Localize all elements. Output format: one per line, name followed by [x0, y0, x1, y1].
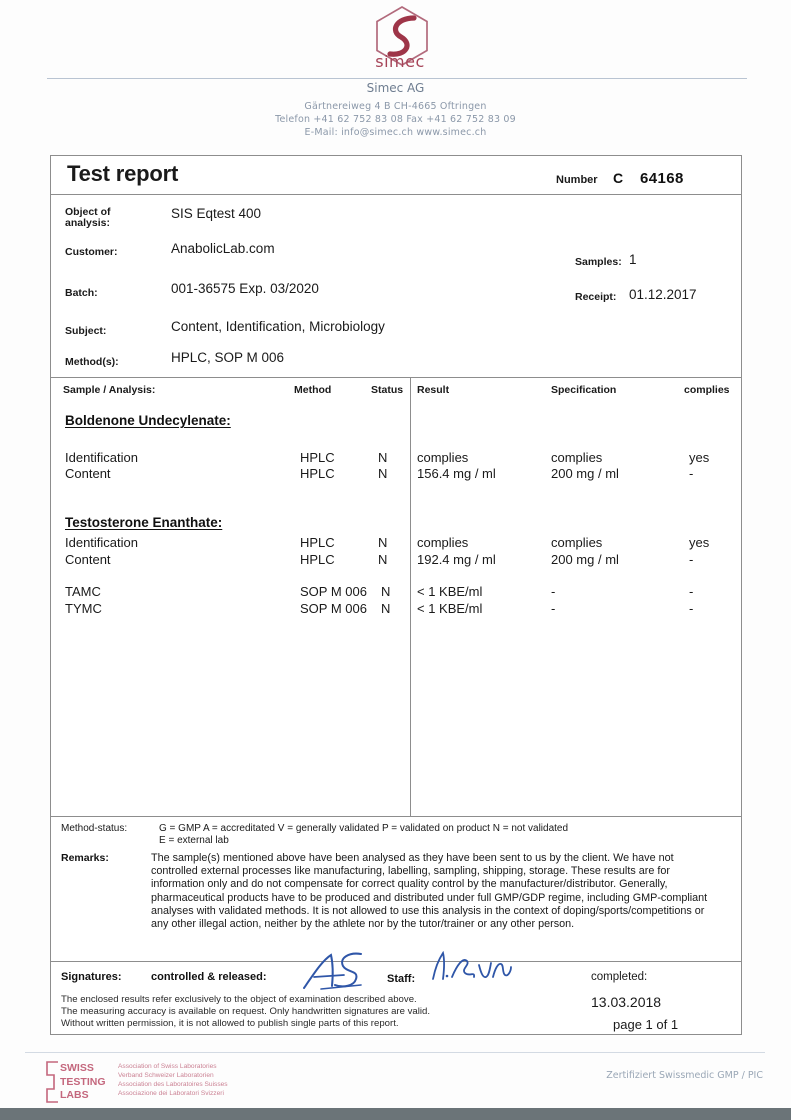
row-boldenone-identification-method: HPLC: [300, 450, 335, 465]
object-of-analysis-label-line2: analysis:: [65, 217, 110, 229]
batch-label: Batch:: [65, 287, 98, 299]
customer-label: Customer:: [65, 246, 118, 258]
customer-value: AnabolicLab.com: [171, 241, 275, 256]
company-address: Gärtnereiweg 4 B CH-4665 Oftringen: [304, 101, 487, 112]
method-status-line1: G = GMP A = accreditated V = generally validated P = validated on product N = not validated: [159, 823, 569, 834]
th-sample-analysis: Sample / Analysis:: [63, 384, 156, 396]
th-method: Method: [294, 384, 332, 396]
th-status: Status: [371, 384, 404, 396]
controlled-released-label: controlled & released:: [151, 971, 267, 983]
remarks-bottom-divider: [51, 961, 741, 962]
letterhead: [0, 0, 791, 145]
th-specification: Specification: [551, 384, 617, 396]
stl-line-labs: LABS: [60, 1089, 89, 1102]
row-tamc-method: SOP M 006: [300, 584, 367, 599]
report-frame: [50, 155, 742, 1035]
row-boldenone-content-method: HPLC: [300, 466, 335, 481]
completed-label: completed:: [591, 971, 648, 983]
report-number-prefix: C: [613, 170, 624, 186]
object-of-analysis-label-line1: Object of: [65, 206, 111, 218]
signatures-label: Signatures:: [61, 971, 122, 983]
row-boldenone-identification-complies: yes: [689, 450, 710, 465]
results-bottom-divider: [51, 816, 741, 817]
association-names: [118, 1063, 228, 1099]
footer-divider: [25, 1052, 765, 1053]
row-tymc-analysis: TYMC: [65, 601, 102, 616]
company-phone-fax: Telefon +41 62 752 83 08 Fax +41 62 752 83 09: [275, 114, 516, 125]
completed-date: 13.03.2018: [591, 994, 662, 1010]
batch-value: 001-36575 Exp. 03/2020: [171, 281, 319, 296]
row-testosterone-content-analysis: Content: [65, 552, 111, 567]
row-testosterone-content-result: 192.4 mg / ml: [417, 552, 496, 567]
method-status-label: Method-status:: [61, 823, 128, 834]
row-boldenone-identification-specification: complies: [551, 450, 603, 465]
row-tymc-status: N: [381, 601, 391, 616]
methods-label: Method(s):: [65, 356, 119, 368]
disclaimer-line2: The measuring accuracy is available on request. Only handwritten signatures are valid.: [61, 1006, 431, 1017]
company-name: Simec AG: [366, 81, 425, 95]
swiss-testing-labs-wordmark: [60, 1062, 106, 1103]
result-group-title-boldenone: Boldenone Undecylenate:: [65, 413, 231, 428]
report-number-label: Number: [556, 174, 598, 186]
row-tymc-method: SOP M 006: [300, 601, 367, 616]
staff-label: Staff:: [387, 973, 416, 985]
row-tymc-result: < 1 KBE/ml: [417, 601, 483, 616]
object-of-analysis-value: SIS Eqtest 400: [171, 206, 262, 221]
th-complies: complies: [684, 384, 730, 396]
row-boldenone-content-status: N: [378, 466, 388, 481]
row-boldenone-identification-result: complies: [417, 450, 469, 465]
row-tymc-complies: -: [689, 601, 694, 616]
disclaimer-line3: Without written permission, it is not allowed to publish single parts of this report.: [61, 1018, 399, 1029]
row-tamc-specification: -: [551, 584, 556, 599]
row-boldenone-content-complies: -: [689, 466, 694, 481]
page-title: Test report: [67, 161, 179, 186]
swissmedic-certification-note: Zertifiziert Swissmedic GMP / PIC: [606, 1070, 763, 1081]
meta-divider: [51, 377, 741, 378]
results-column-divider: [410, 377, 411, 816]
receipt-label: Receipt:: [575, 291, 617, 303]
title-divider: [51, 194, 741, 195]
row-tamc-result: < 1 KBE/ml: [417, 584, 483, 599]
row-testosterone-identification-status: N: [378, 535, 388, 550]
disclaimer-line1: The enclosed results refer exclusively to the object of examination described above.: [61, 994, 417, 1005]
row-tamc-status: N: [381, 584, 391, 599]
row-testosterone-content-method: HPLC: [300, 552, 335, 567]
row-testosterone-identification-specification: complies: [551, 535, 603, 550]
remarks-text: The sample(s) mentioned above have been analysed as they have been sent to us by the client. We have not controlled external processes like manufacturing, labelling, sampling, shipping, storage. These results are for information only and do not compensate for correct quality control by the manufacturer/distributor. Generally, pharmaceutical products have to be produced and distributed under full GMP/GDP regime, including GMP-compliant analyses with validated methods. It is not allowed to use this analysis in the context of doping/sports/competitions or any other illegal action, neither by the athlete nor by the tutor/trainer or any other person.: [151, 852, 708, 931]
row-boldenone-content-specification: 200 mg / ml: [551, 466, 619, 481]
staff-signature: [429, 951, 515, 992]
association-name-fr: Association des Laboratoires Suisses: [118, 1080, 228, 1088]
result-group-title-testosterone: Testosterone Enanthate:: [65, 515, 223, 530]
row-boldenone-identification-status: N: [378, 450, 388, 465]
report-number-value: 64168: [640, 170, 684, 187]
scan-edge-bar: [0, 1108, 791, 1120]
methods-value: HPLC, SOP M 006: [171, 350, 285, 365]
row-tamc-complies: -: [689, 584, 694, 599]
row-testosterone-identification-method: HPLC: [300, 535, 335, 550]
row-boldenone-identification-analysis: Identification: [65, 450, 138, 465]
association-name-en: Association of Swiss Laboratories: [118, 1063, 217, 1070]
samples-value: 1: [629, 252, 637, 267]
row-testosterone-identification-result: complies: [417, 535, 469, 550]
row-tymc-specification: -: [551, 601, 556, 616]
company-email-web: E-Mail: info@simec.ch www.simec.ch: [304, 127, 487, 138]
samples-label: Samples:: [575, 256, 622, 268]
simec-wordmark: simec: [375, 52, 425, 71]
th-result: Result: [417, 384, 450, 396]
receipt-value: 01.12.2017: [629, 287, 697, 302]
row-testosterone-content-status: N: [378, 552, 388, 567]
row-testosterone-identification-complies: yes: [689, 535, 710, 550]
remarks-label: Remarks:: [61, 852, 109, 864]
subject-label: Subject:: [65, 325, 107, 337]
association-name-de: Verband Schweizer Laboratorien: [118, 1071, 214, 1079]
row-boldenone-content-analysis: Content: [65, 466, 111, 481]
row-testosterone-content-specification: 200 mg / ml: [551, 552, 619, 567]
stl-line-testing: TESTING: [60, 1075, 106, 1088]
method-status-line2: E = external lab: [159, 835, 229, 846]
page-number: page 1 of 1: [613, 1017, 679, 1032]
row-testosterone-identification-analysis: Identification: [65, 535, 138, 550]
row-testosterone-content-complies: -: [689, 552, 694, 567]
letterhead-divider: [47, 78, 747, 79]
subject-value: Content, Identification, Microbiology: [171, 319, 385, 334]
row-boldenone-content-result: 156.4 mg / ml: [417, 466, 496, 481]
row-tamc-analysis: TAMC: [65, 584, 101, 599]
controlled-released-signature: [299, 952, 389, 997]
stl-line-swiss: SWISS: [60, 1062, 94, 1074]
association-name-it: Associazione dei Laboratori Svizzeri: [118, 1089, 224, 1097]
